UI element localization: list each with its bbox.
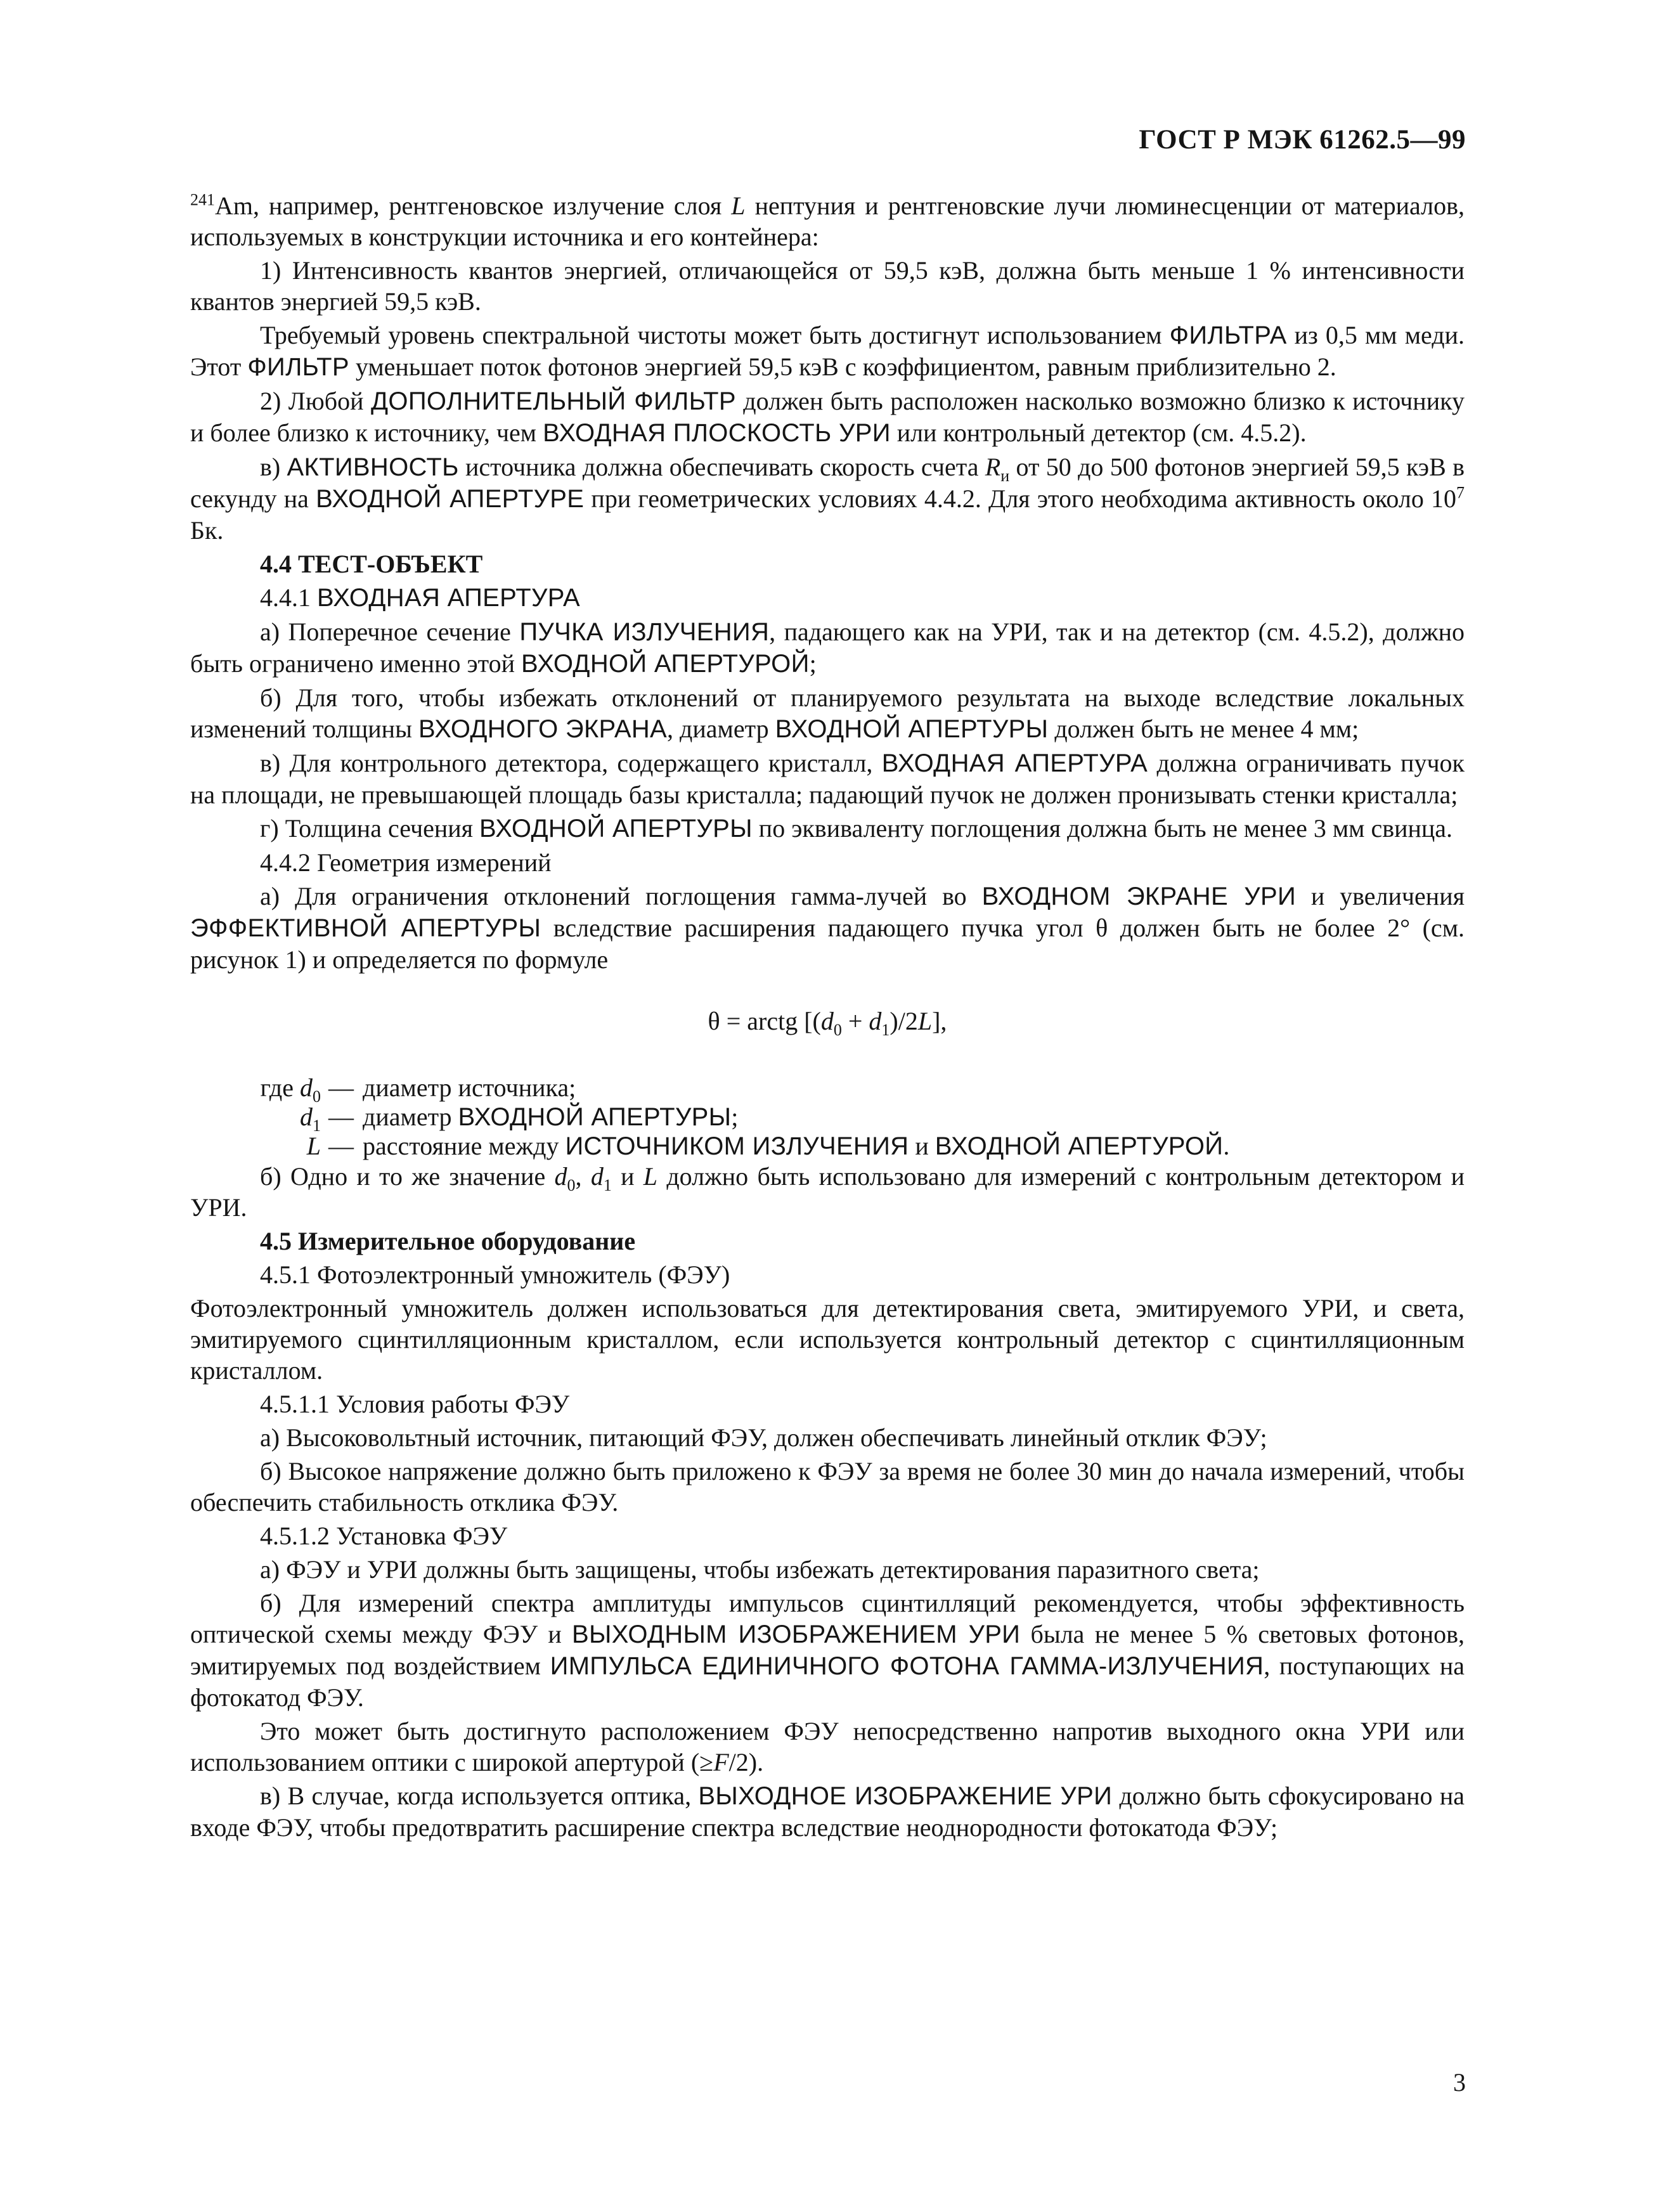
item-4-4-2-b: б) Одно и то же значение $d_0$, $d_1$ и L должно быть использовано для измерений с контрольным детектором и УРИ. — [190, 1162, 1465, 1222]
section-heading-4-4: 4.4 ТЕСТ-ОБЪЕКТ — [260, 550, 483, 578]
item-4-4-2-a: а) Для ограничения отклонений поглощения гамма-лучей во ВХОДНОМ ЭКРАНЕ УРИ и увеличения ЭФФЕКТИВНОЙ АПЕРТУРЫ вследствие расширения падающего пучка угол θ должен быть не более 2° (см. рисунок 1) и определяется по формуле — [190, 882, 1465, 974]
legend-row-d0: где $d_0$ — диаметр источника; — [260, 1073, 576, 1106]
document-body — [190, 190, 1465, 1846]
item-4-4-1-b: б) Для того, чтобы избежать отклонений от планируемого результата на выходе вследствие локальных изменений толщины ВХОДНОГО ЭКРАНА, диаметр ВХОДНОЙ АПЕРТУРЫ должен быть не менее 4 мм; — [190, 683, 1465, 743]
page-number: 3 — [1453, 2068, 1466, 2097]
paragraph-4-5-1: Фотоэлектронный умножитель должен использоваться для детектирования света, эмитируемого УРИ, и света, эмитируемого сцинтилляционным кристаллом, если используется контрольный детектор с сцинтилляционным кристаллом. — [190, 1294, 1465, 1385]
legend-row-d1: $d_1$ — диаметр ВХОДНОЙ АПЕРТУРЫ; — [300, 1103, 739, 1135]
item-2: 2) Любой ДОПОЛНИТЕЛЬНЫЙ ФИЛЬТР должен быть расположен насколько возможно близко к источнику и более близко к источнику, чем ВХОДНАЯ ПЛОСКОСТЬ УРИ или контрольный детектор (см. 4.5.2). — [190, 387, 1465, 447]
item-4-5-1-2-v: в) В случае, когда используется оптика, ВЫХОДНОЕ ИЗОБРАЖЕНИЕ УРИ должно быть сфокусировано на входе ФЭУ, чтобы предотвратить расширение спектра вследствие неоднородности фотокатода ФЭУ; — [190, 1782, 1465, 1842]
note-pmt-placement: Это может быть достигнуто расположением ФЭУ непосредственно напротив выходного окна УРИ или использованием оптики с широкой апертурой (≥F/2). — [190, 1717, 1465, 1776]
item-4-5-1-2-a: а) ФЭУ и УРИ должны быть защищены, чтобы избежать детектирования паразитного света; — [260, 1555, 1260, 1584]
item-4-4-1-g: г) Толщина сечения ВХОДНОЙ АПЕРТУРЫ по эквиваленту поглощения должна быть не менее 3 мм свинца. — [260, 814, 1453, 843]
section-heading-4-5: 4.5 Измерительное оборудование — [260, 1227, 636, 1255]
item-4-5-1-1-b: б) Высокое напряжение должно быть приложено к ФЭУ за время не более 30 мин до начала измерений, чтобы обеспечить стабильность отклика ФЭУ. — [190, 1457, 1465, 1517]
item-1: 1) Интенсивность квантов энергией, отличающейся от 59,5 кэВ, должна быть меньше 1 % интенсивности квантов энергией 59,5 кэВ. — [190, 256, 1465, 316]
item-4-5-1-2-b: б) Для измерений спектра амплитуды импульсов сцинтилляций рекомендуется, чтобы эффективность оптической схемы между ФЭУ и ВЫХОДНЫМ ИЗОБРАЖЕНИЕМ УРИ была не менее 5 % световых фотонов, эмитируемых под воздействием ИМПУЛЬСА ЕДИНИЧНОГО ФОТОНА ГАММА-ИЗЛУЧЕНИЯ, поступающих на фотокатод ФЭУ. — [190, 1589, 1465, 1712]
document-header: ГОСТ Р МЭК 61262.5—99 — [1139, 125, 1466, 155]
item-4-4-1-a: а) Поперечное сечение ПУЧКА ИЗЛУЧЕНИЯ, падающего как на УРИ, так и на детектор (см. 4.5.2), должно быть ограничено именно этой ВХОДНОЙ АПЕРТУРОЙ; — [190, 618, 1465, 678]
item-4-5-1-1-a: а) Высоковольтный источник, питающий ФЭУ, должен обеспечивать линейный отклик ФЭУ; — [260, 1423, 1267, 1452]
section-heading-4-4-2: 4.4.2 Геометрия измерений — [260, 848, 552, 877]
section-heading-4-5-1-2: 4.5.1.2 Установка ФЭУ — [260, 1522, 508, 1550]
section-heading-4-5-1-1: 4.5.1.1 Условия работы ФЭУ — [260, 1390, 570, 1418]
item-v-activity: в) АКТИВНОСТЬ источника должна обеспечивать скорость счета $R_и$ от 50 до 500 фотонов энергией 59,5 кэВ в секунду на ВХОДНОЙ АПЕРТУРЕ при геометрических условиях 4.4.2. Для этого необходима активность около $10^7$ Бк. — [190, 453, 1465, 545]
section-heading-4-5-1: 4.5.1 Фотоэлектронный умножитель (ФЭУ) — [260, 1260, 730, 1289]
section-heading-4-4-1: 4.4.1 ВХОДНАЯ АПЕРТУРА — [260, 583, 581, 612]
paragraph-intro: $^{241}$Am, например, рентгеновское излучение слоя L нептуния и рентгеновские лучи люминесценции от материалов, используемых в конструкции источника и его контейнера: — [190, 190, 1465, 251]
item-4-4-1-v: в) Для контрольного детектора, содержащего кристалл, ВХОДНАЯ АПЕРТУРА должна ограничивать пучок на площади, не превышающей площадь базы кристалла; падающий пучок не должен пронизывать стенки кристалла; — [190, 749, 1465, 809]
legend-row-L: L — расстояние между ИСТОЧНИКОМ ИЗЛУЧЕНИЯ и ВХОДНОЙ АПЕРТУРОЙ. — [306, 1132, 1230, 1160]
formula-legend — [190, 1073, 1465, 1161]
formula-theta: θ = arctg $[(d_0 + d_1)/2L]$, — [708, 1007, 947, 1039]
note-spectral-purity: Требуемый уровень спектральной чистоты может быть достигнут использованием ФИЛЬТРА из 0,5 мм меди. Этот ФИЛЬТР уменьшает поток фотонов энергией 59,5 кэВ с коэффициентом, равным приблизительно 2. — [190, 321, 1465, 381]
